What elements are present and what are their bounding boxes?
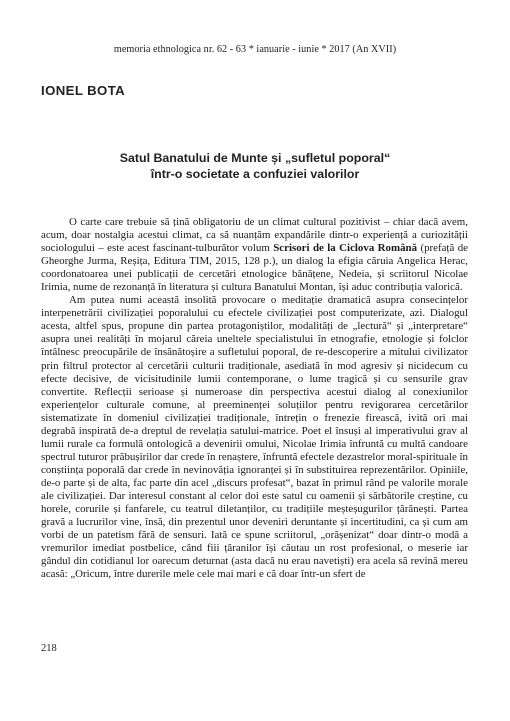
paragraph-1 (41, 216, 468, 294)
article-title-line-1: Satul Banatului de Munte și „sufletul poporal“ (119, 151, 391, 165)
article-author: IONEL BOTA (41, 83, 126, 98)
article-title (40, 150, 470, 182)
article-body (41, 216, 468, 581)
running-head: memoria ethnologica nr. 62 - 63 * ianuarie - iunie * 2017 (An XVII) (113, 44, 397, 55)
page-number: 218 (41, 643, 57, 654)
article-title-line-2: într-o societate a confuziei valorilor (150, 167, 360, 181)
paragraph-1-text-b: (prefață de Gheorghe Jurma, Reșița, Editura TIM, 2015, 128 p.), un dialog la efigia căruia Angelica Herac, coordonatoarea unei publicații de cercetări etnologice bănățene, Nedeia, și scriitorul Nicolae Irimia, nume de rezonanță în literatura și cultura Banatului Montan, își aduc contribuția valorică. (41, 242, 468, 294)
book-title: Scrisori de la Ciclova Română (273, 242, 418, 255)
paragraph-1-text-a: O carte care trebuie să țină obligatoriu de un climat cultural pozitivist – chiar dacă avem, acum, doar nostalgia acestui climat, ca să nuanțăm expandările dintr-o experiență a curiozității sociologului – este acest fascinant-tulburător volum (41, 216, 468, 255)
paragraph-2: Am putea numi această insolită provocare o meditație dramatică asupra consecințelor interpenetrării civilizației poporalului cu efectele civilizației post computerizate, azi. Dialogul acesta, altfel spus, propune din partea protagoniștilor, modalități de „lectură“ și „interpretare“ asupra unei realități în mojarul căreia uneltele specialistului în etnografie, etnologie și folclor întâlnesc preocupările de însănătoșire a sufletului poporal, de re-descoperire a mitului civilizator prin filtrul protector al cercetării culturii tradiționale, asediată în mod agresiv și nicidecum cu efecte decisive, de vicisitudinile lumii contemporane, o lume tragică și cu sensurile grav convertite. Reflecții serioase și numeroase din perspectiva acestui dialog al conexiunilor experiențelor culturale comune, al preeminenței soluțiilor pentru revigorarea cercetărilor sistematizate în domeniul civilizației tradiționale, întrețin o frenezie firească, ivită ori mai degrabă inspirată de-a dreptul de revelația satului-matrice. Poet el însuși al imperativului grav al lumii rurale ca formulă ontologică a devenirii omului, Nicolae Irimia înfruntă cu multă candoare spectrul tuturor prăbușirilor dar crede în renaștere, înfruntă efectele dezastrelor moral-spirituale în conștiința poporală dar crede în nevinovăția ignoranței și în substituirea reprezentărilor. Opiniile, de-o parte și de alta, fac parte din acel „discurs profesat“, bazat în primul rând pe valorile morale ale civilizației. Dar interesul constant al celor doi este satul cu oamenii și sărbătorile creștine, cu horele, corurile și fanfarele, cu teatrul diletanților, cu tradițiile meșteșugurilor țărănești. Partea gravă a lucrurilor vine, însă, din prezentul unor deveniri deruntante și incertitudini, ca și cum am vorbi de un patetism fără de sensuri. Iată ce spune scriitorul, „orășenizat“ doar dintr-o modă a vremurilor imediat postbelice, când fiii țăranilor își căutau un rost profesional, o meserie iar gândul din cotidianul lor oarecum deturnat (asta dacă nu erau navetiști) era acela să revină mereu acasă: „Oricum, între durerile mele cele mai mari e că doar într-un sfert de (41, 294, 468, 581)
